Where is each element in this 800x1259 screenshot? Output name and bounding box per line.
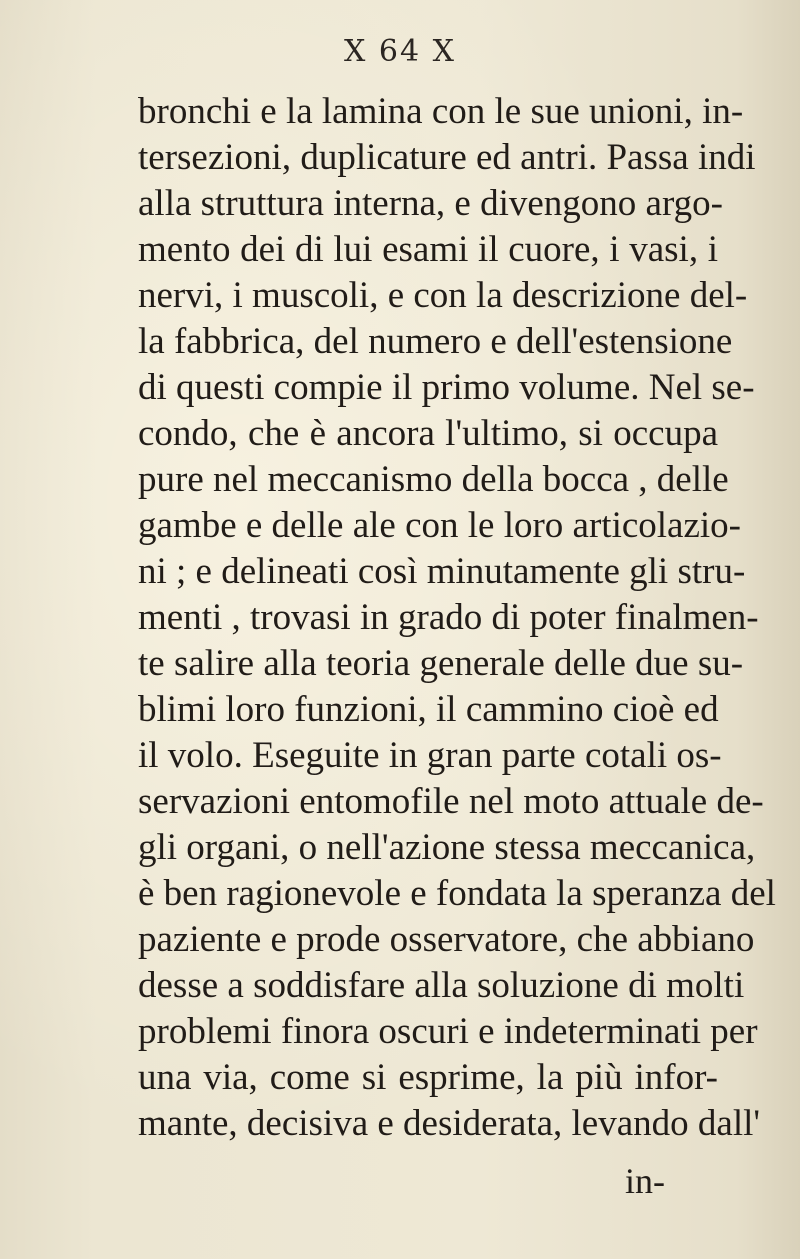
- text-line: pure nel meccanismo della bocca , delle: [138, 459, 729, 500]
- text-line: blimi loro funzioni, il cammino cioè ed: [138, 689, 719, 730]
- text-line: gli organi, o nell'azione stessa meccanica,: [138, 827, 756, 868]
- text-line: condo, che è ancora l'ultimo, si occupa: [138, 413, 718, 454]
- text-line: una via, come si esprime, la più infor-: [138, 1057, 718, 1098]
- text-line: nervi, i muscoli, e con la descrizione del-: [138, 275, 748, 316]
- text-line: mento dei di lui esami il cuore, i vasi, i: [138, 229, 718, 270]
- page-number-header: X 64 X: [344, 34, 456, 69]
- text-line: bronchi e la lamina con le sue unioni, in-: [138, 91, 744, 132]
- text-line: la fabbrica, del numero e dell'estensione: [138, 321, 733, 362]
- text-line: è ben ragionevole e fondata la speranza del: [138, 873, 776, 914]
- text-line: mante, decisiva e desiderata, levando dall': [138, 1103, 761, 1144]
- text-line: paziente e prode osservatore, che abbiano: [138, 919, 755, 960]
- text-line: problemi finora oscuri e indeterminati per: [138, 1011, 758, 1052]
- text-line: tersezioni, duplicature ed antri. Passa indi: [138, 137, 756, 178]
- text-line: il volo. Eseguite in gran parte cotali os-: [138, 735, 722, 776]
- text-line: ni ; e delineati così minutamente gli stru-: [138, 551, 746, 592]
- text-line: gambe e delle ale con le loro articolazio-: [138, 505, 742, 546]
- text-line: di questi compie il primo volume. Nel se-: [138, 367, 755, 408]
- catchword: in-: [625, 1161, 665, 1201]
- text-line: menti , trovasi in grado di poter finalmen-: [138, 597, 759, 638]
- text-line: desse a soddisfare alla soluzione di molti: [138, 965, 745, 1006]
- text-line: servazioni entomofile nel moto attuale de-: [138, 781, 764, 822]
- text-line: alla struttura interna, e divengono argo-: [138, 183, 723, 224]
- text-line: te salire alla teoria generale delle due su-: [138, 643, 744, 684]
